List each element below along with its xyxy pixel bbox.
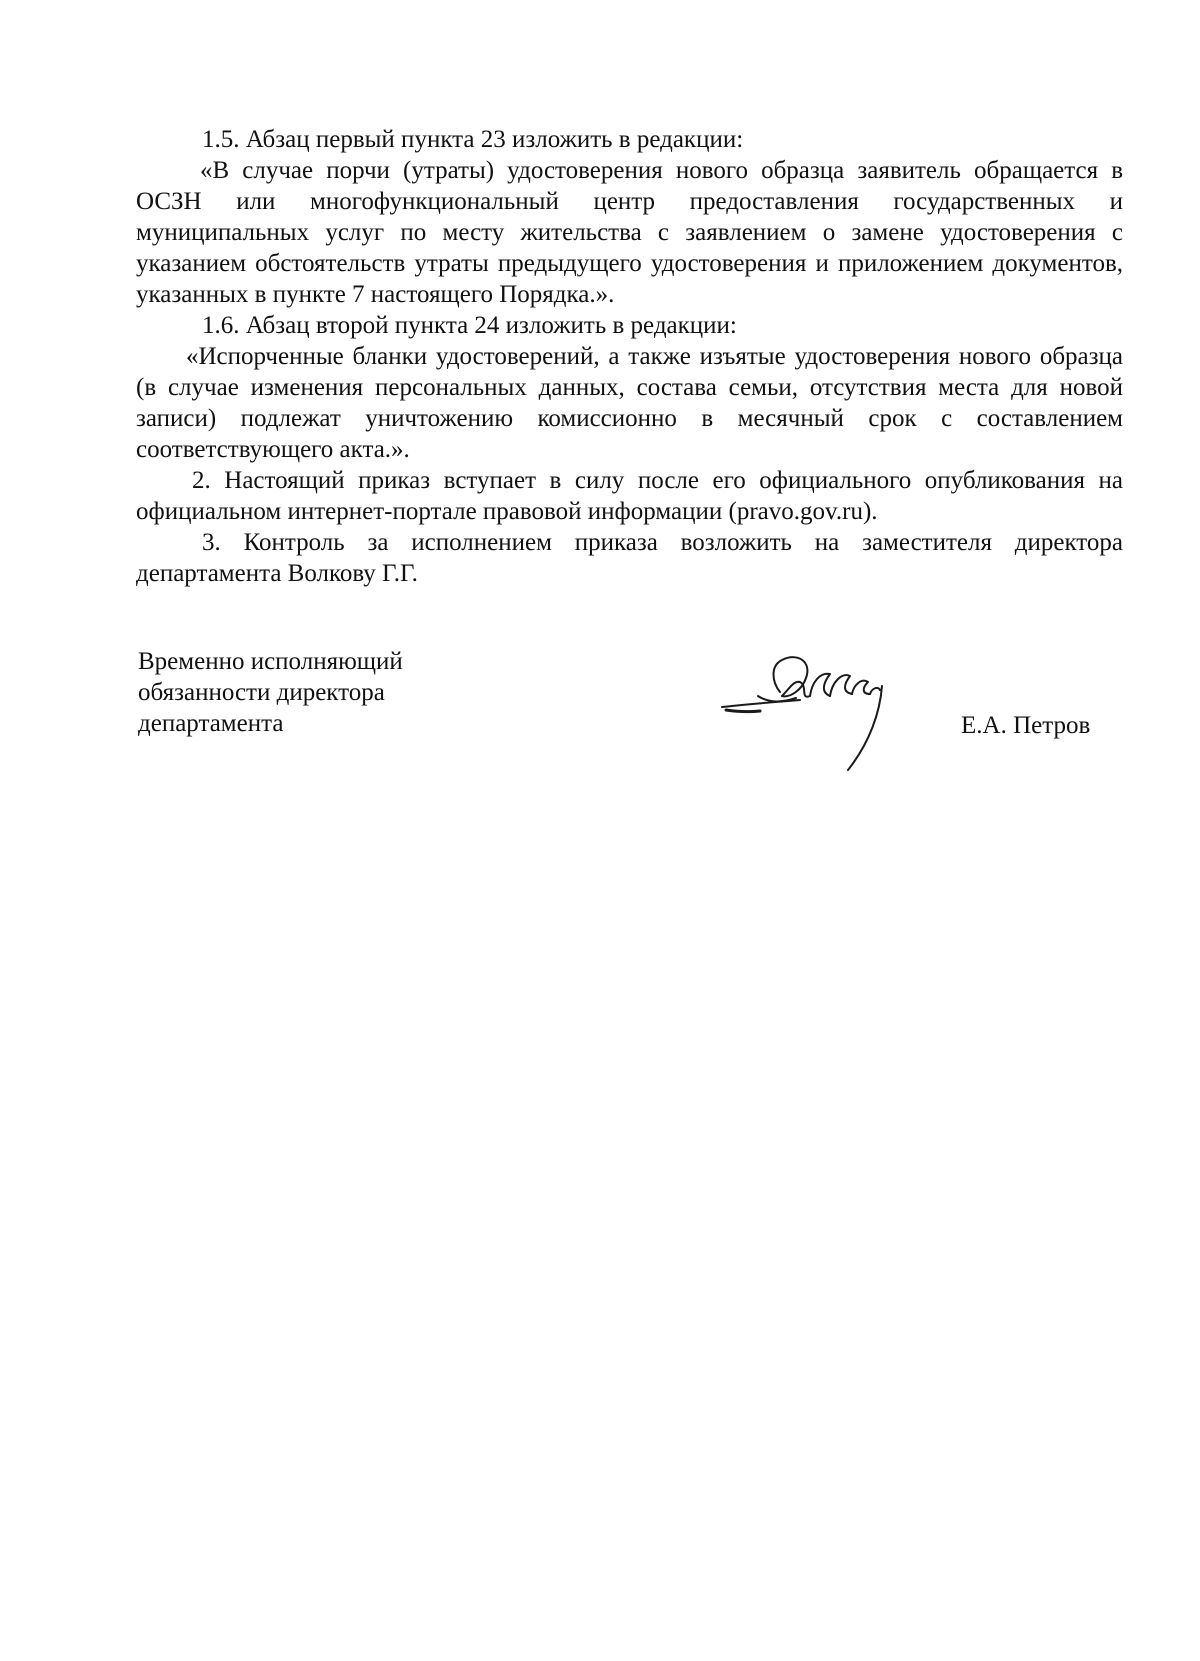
handwritten-signature xyxy=(720,652,940,782)
signatory-position xyxy=(138,646,458,739)
paragraph-1-5-heading: 1.5. Абзац первый пункта 23 изложить в редакции: xyxy=(202,126,744,153)
signatory-position-line: обязанности директора xyxy=(138,679,385,706)
signatory-position-line: Временно исполняющий xyxy=(138,648,403,675)
signatory-position-line: департамента xyxy=(138,710,284,737)
paragraph-1-5-quote: «В случае порчи (утраты) удостоверения нового образца заявитель обращается в ОСЗН или многофункциональный центр предоставления государственных и муниципальных услуг по месту жительства с заявлением о замене удостоверения с указанием обстоятельств утраты предыдущего удостоверения и приложением документов, указанных в пункте 7 настоящего Порядка.». xyxy=(136,157,1123,308)
paragraph-1-6-quote: «Испорченные бланки удостоверений, а также изъятые удостоверения нового образца (в случае изменения персональных данных, состава семьи, отсутствия места для новой записи) подлежат уничтожению комиссионно в месячный срок с составлением соответствующего акта.». xyxy=(136,343,1123,463)
signatory-name: Е.А. Петров xyxy=(961,712,1091,739)
paragraph-1-6-heading: 1.6. Абзац второй пункта 24 изложить в редакции: xyxy=(202,312,737,339)
paragraph-2: 2. Настоящий приказ вступает в силу после его официального опубликования на официальном интернет-портале правовой информации (pravo.gov.ru). xyxy=(136,467,1123,525)
document-body xyxy=(136,124,1123,589)
paragraph-3: 3. Контроль за исполнением приказа возложить на заместителя директора департамента Волкову Г.Г. xyxy=(136,529,1123,587)
